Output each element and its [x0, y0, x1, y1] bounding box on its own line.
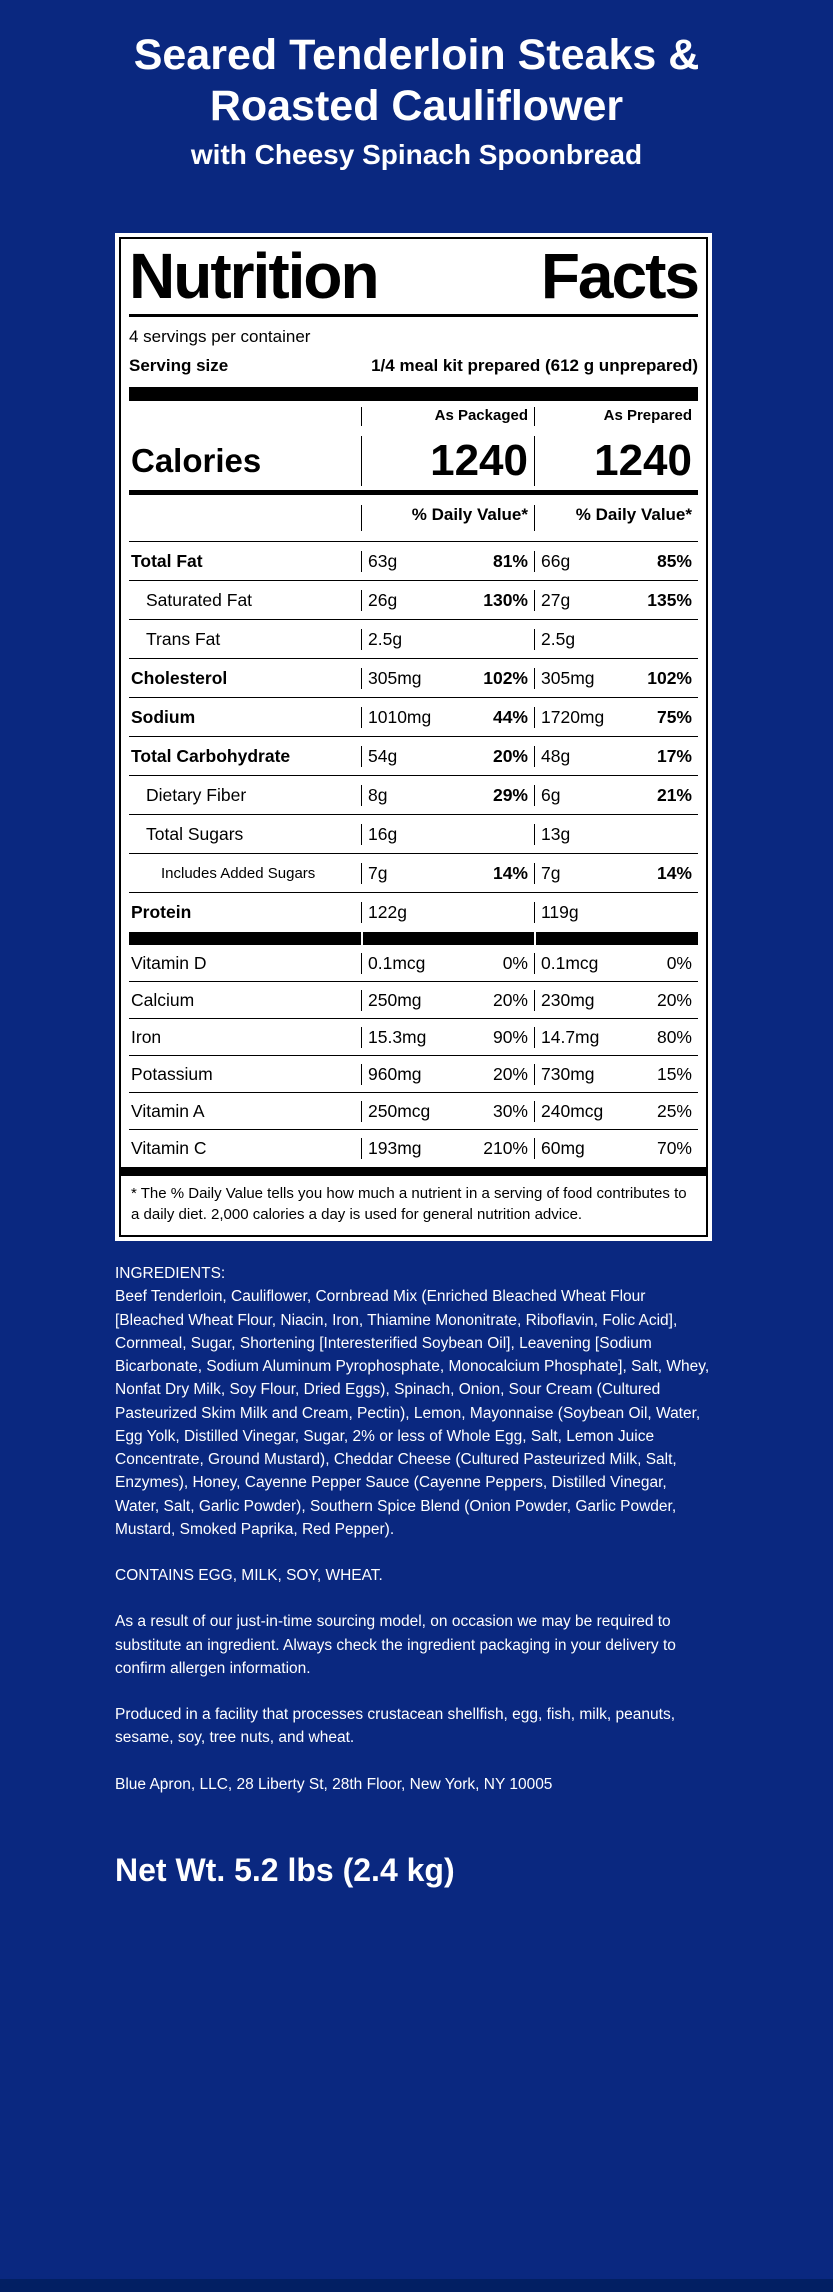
dv-prepared: 20%	[656, 989, 692, 1010]
amount-prepared: 730mg	[541, 1063, 595, 1084]
amount-packaged: 0.1mcg	[368, 952, 426, 973]
dv-prepared: 135%	[647, 589, 692, 610]
amount-packaged: 122g	[368, 902, 407, 923]
as-prepared-label: As Prepared	[603, 406, 692, 424]
amount-prepared: 66g	[541, 550, 571, 571]
nutrient-name: Vitamin A	[131, 1100, 205, 1121]
thick-bar-top	[129, 387, 698, 401]
dv-packaged: 29%	[492, 784, 528, 805]
amount-packaged: 7g	[368, 862, 388, 883]
nutrient-name: Cholesterol	[131, 667, 228, 688]
amount-prepared: 27g	[541, 589, 571, 610]
vitamin-row-vitamin-c	[129, 1130, 698, 1167]
amount-packaged: 1010mg	[368, 706, 432, 727]
dv-packaged: 81%	[492, 550, 528, 571]
dv-packaged: 90%	[492, 1026, 528, 1047]
dv-prepared: 102%	[647, 667, 692, 688]
calories-row	[129, 431, 698, 495]
daily-value-header-packaged	[361, 505, 534, 531]
dv-packaged: 210%	[483, 1138, 528, 1159]
amount-packaged: 250mg	[368, 989, 422, 1010]
nutrient-name: Iron	[131, 1026, 162, 1047]
nutrient-row-saturated-fat	[129, 581, 698, 620]
amount-packaged: 26g	[368, 589, 398, 610]
nutrient-name: Trans Fat	[146, 628, 221, 649]
dv-packaged: 30%	[492, 1100, 528, 1121]
dv-prepared: 0%	[666, 952, 692, 973]
vitamin-row-potassium	[129, 1056, 698, 1093]
thick-bar-mid	[129, 932, 698, 945]
nutrient-name: Dietary Fiber	[146, 784, 247, 805]
thick-bar-bottom	[121, 1167, 706, 1176]
amount-prepared: 60mg	[541, 1138, 585, 1159]
amount-prepared: 119g	[541, 902, 579, 923]
dv-packaged: 0%	[502, 952, 528, 973]
nutrient-row-total-carbohydrate	[129, 737, 698, 776]
dv-prepared: 17%	[656, 745, 692, 766]
contains-statement: CONTAINS EGG, MILK, SOY, WHEAT.	[115, 1567, 383, 1584]
serving-size-value: 1/4 meal kit prepared (612 g unprepared)	[371, 356, 698, 376]
substitution-note: As a result of our just-in-time sourcing model, on occasion we may be required to substitute an ingredient. Always check the ingredient packaging in your delivery to confirm allergen information.	[115, 1613, 676, 1677]
nutrient-name: Total Fat	[131, 550, 203, 571]
recipe-title-line2: Roasted Cauliflower	[209, 81, 624, 130]
bar-segment	[361, 932, 534, 945]
dv-packaged: 20%	[492, 1063, 528, 1084]
net-weight: Net Wt. 5.2 lbs (2.4 kg)	[115, 1852, 455, 1888]
nutrient-name: Total Sugars	[146, 823, 244, 844]
amount-prepared: 1720mg	[541, 706, 605, 727]
vitamin-row-vitamin-d	[129, 945, 698, 982]
amount-packaged: 15.3mg	[368, 1026, 427, 1047]
nutrient-name: Protein	[131, 902, 192, 923]
amount-prepared: 7g	[541, 862, 561, 883]
nutrient-row-cholesterol	[129, 659, 698, 698]
nutrient-name: Vitamin D	[131, 952, 207, 973]
nutrient-name: Sodium	[131, 706, 196, 727]
amount-prepared: 240mcg	[541, 1100, 604, 1121]
daily-value-header-prepared	[534, 505, 698, 531]
amount-packaged: 16g	[368, 823, 398, 844]
dv-prepared: 80%	[656, 1026, 692, 1047]
amount-prepared: 305mg	[541, 667, 595, 688]
serving-size-row	[129, 351, 698, 387]
ingredients-section	[115, 1262, 715, 1796]
dv-prepared: 85%	[656, 550, 692, 571]
dv-prepared: 75%	[656, 706, 692, 727]
dv-packaged: 20%	[492, 745, 528, 766]
nutrient-row-total-sugars	[129, 815, 698, 854]
nutrition-facts-panel	[115, 233, 712, 1241]
nutrient-name: Saturated Fat	[146, 589, 253, 610]
amount-packaged: 193mg	[368, 1138, 422, 1159]
calories-packaged	[361, 436, 534, 486]
daily-value-header-row	[129, 495, 698, 542]
dv-prepared: 25%	[656, 1100, 692, 1121]
company-address: Blue Apron, LLC, 28 Liberty St, 28th Floor, New York, NY 10005	[115, 1775, 553, 1793]
vitamin-row-iron	[129, 1019, 698, 1056]
recipe-title	[0, 30, 833, 131]
daily-value-label: % Daily Value*	[411, 505, 528, 525]
nutrient-row-added-sugars	[129, 854, 698, 893]
as-packaged-label: As Packaged	[434, 406, 528, 424]
amount-prepared: 6g	[541, 784, 561, 805]
calories-prepared	[534, 436, 698, 486]
amount-packaged: 250mcg	[368, 1100, 431, 1121]
nutrient-name: Total Carbohydrate	[131, 745, 291, 766]
servings-per-container: 4 servings per container	[129, 327, 311, 347]
vitamin-row-vitamin-a	[129, 1093, 698, 1130]
nutrient-name: Includes Added Sugars	[161, 864, 316, 882]
amount-packaged: 63g	[368, 550, 398, 571]
footer-strip	[0, 2279, 833, 2292]
amount-packaged: 8g	[368, 784, 388, 805]
calories-packaged-value: 1240	[430, 435, 528, 485]
dv-prepared: 14%	[656, 862, 692, 883]
amount-packaged: 305mg	[368, 667, 422, 688]
amount-packaged: 2.5g	[368, 628, 403, 649]
recipe-title-line1: Seared Tenderloin Steaks &	[133, 31, 700, 79]
amount-prepared: 14.7mg	[541, 1026, 600, 1047]
calories-label: Calories	[131, 441, 262, 479]
dv-packaged: 44%	[492, 706, 528, 727]
nutrient-row-sodium	[129, 698, 698, 737]
dv-packaged: 20%	[492, 989, 528, 1010]
serving-size-label: Serving size	[129, 356, 229, 376]
amount-packaged: 960mg	[368, 1063, 422, 1084]
nutrient-name: Potassium	[131, 1063, 213, 1084]
amount-prepared: 48g	[541, 745, 571, 766]
label-header	[0, 0, 833, 171]
nutrition-facts-title: Nutrition Facts	[129, 240, 698, 312]
column-header-row	[129, 401, 698, 431]
daily-value-label: % Daily Value*	[575, 505, 692, 525]
ingredients-heading: INGREDIENTS:	[115, 1265, 226, 1282]
column-header-packaged	[361, 407, 534, 426]
facility-note: Produced in a facility that processes crustacean shellfish, egg, fish, milk, peanuts, sesame, soy, tree nuts, and wheat.	[115, 1706, 676, 1747]
dv-packaged: 102%	[483, 667, 528, 688]
dv-packaged: 130%	[483, 589, 528, 610]
dv-prepared: 21%	[656, 784, 692, 805]
bar-segment	[534, 932, 698, 945]
ingredients-body: Beef Tenderloin, Cauliflower, Cornbread Mix (Enriched Bleached Wheat Flour [Bleached Wheat Flour, Niacin, Iron, Thiamine Mononitrate, Riboflavin, Folic Acid], Cornmeal, Sugar, Shortening [Interesterified Soybean Oil], Leavening [Sodium Bicarbonate, Sodium Aluminum Pyrophosphate, Monocalcium Phosphate], Salt, Whey, Nonfat Dry Milk, Soy Flour, Dried Eggs), Spinach, Onion, Sour Cream (Cultured Pasteurized Skim Milk and Cream, Pectin), Lemon, Mayonnaise (Soybean Oil, Water, Egg Yolk, Distilled Vinegar, Sugar, 2% or less of Whole Egg, Salt, Lemon Juice Concentrate, Ground Mustard), Cheddar Cheese (Cultured Pasteurized Milk, Salt, Enzymes), Honey, Cayenne Pepper Sauce (Cayenne Peppers, Distilled Vinegar, Water, Salt, Garlic Powder), Southern Spice Blend (Onion Powder, Garlic Powder, Mustard, Smoked Paprika, Red Pepper).	[115, 1288, 710, 1538]
nutrient-row-trans-fat	[129, 620, 698, 659]
amount-prepared: 2.5g	[541, 628, 576, 649]
title-rule	[129, 314, 698, 317]
amount-prepared: 13g	[541, 823, 571, 844]
nutrient-row-dietary-fiber	[129, 776, 698, 815]
nutrient-name: Calcium	[131, 989, 195, 1010]
amount-prepared: 230mg	[541, 989, 595, 1010]
nutrient-row-protein	[129, 893, 698, 932]
amount-prepared: 0.1mcg	[541, 952, 599, 973]
vitamin-row-calcium	[129, 982, 698, 1019]
recipe-subtitle: with Cheesy Spinach Spoonbread	[190, 139, 643, 171]
dv-prepared: 70%	[656, 1138, 692, 1159]
nutrient-name: Vitamin C	[131, 1138, 207, 1159]
nutrition-facts-inner	[119, 237, 708, 1237]
amount-packaged: 54g	[368, 745, 398, 766]
daily-value-footnote: * The % Daily Value tells you how much a nutrient in a serving of food contributes to a daily diet. 2,000 calories a day is used for general nutrition advice.	[131, 1185, 687, 1224]
calories-prepared-value: 1240	[594, 435, 692, 485]
dv-prepared: 15%	[656, 1063, 692, 1084]
nutrient-row-total-fat	[129, 542, 698, 581]
dv-packaged: 14%	[492, 862, 528, 883]
column-header-prepared	[534, 407, 698, 426]
bar-segment	[129, 932, 361, 945]
